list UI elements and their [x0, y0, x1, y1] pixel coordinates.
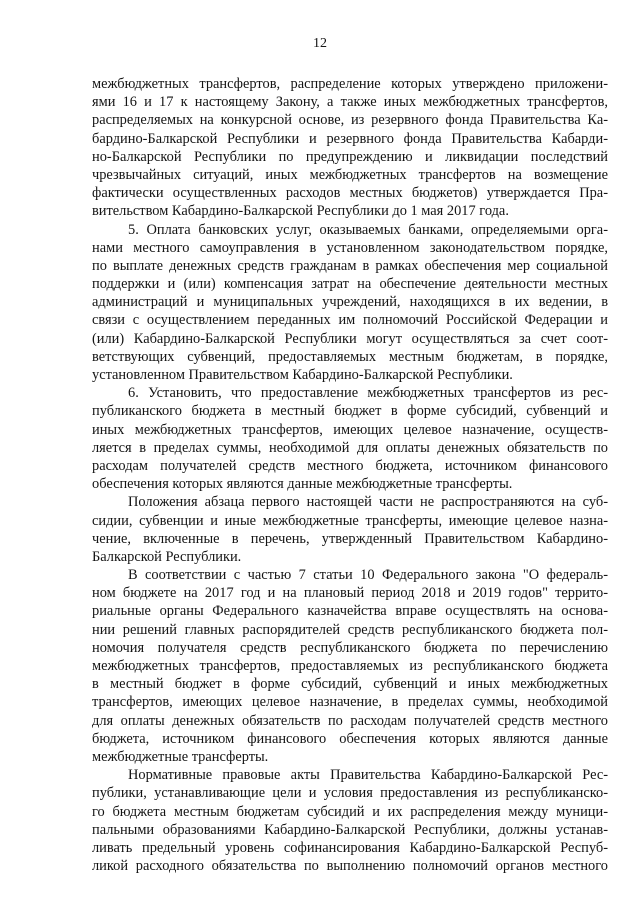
text-line: В соответствии с частью 7 статьи 10 Федерального закона "О федераль- [128, 567, 608, 584]
text-line: ями 16 и 17 к настоящему Закону, а также иных межбюджетных трансфертов, [92, 94, 608, 111]
text-line: трансфертов, имеющих целевое назначение, в пределах суммы, необходимой [92, 694, 608, 711]
text-line: го бюджета местным бюджетам субсидий и их распределения между муници- [92, 803, 608, 820]
text-line: (или) Кабардино-Балкарской Республики могут осуществляться за счет соот- [92, 330, 608, 347]
text-line: обеспечения которых являются данные межбюджетные трансферты. [92, 476, 513, 493]
text-line: Балкарской Республики. [92, 548, 242, 565]
text-line: иных межбюджетных трансфертов, имеющих целевое назначение, осуществ- [92, 421, 608, 438]
text-line: для оплаты денежных обязательств по расходам получателей средств местного [92, 712, 608, 729]
text-line: ляется в пределах суммы, необходимой для оплаты денежных обязательств по [92, 439, 608, 456]
text-line: 6. Установить, что предоставление межбюджетных трансфертов из рес- [128, 385, 608, 402]
text-line: 5. Оплата банковских услуг, оказываемых банками, определяемыми орга- [128, 221, 608, 238]
text-line: установленном Правительством Кабардино-Балкарской Республики. [92, 367, 513, 383]
text-line: риальные органы Федерального казначейства вправе осуществлять на основа- [92, 603, 608, 620]
text-line: ливать предельный уровень софинансирования Кабардино-Балкарской Респуб- [92, 839, 608, 856]
text-line: нами местного самоуправления в установленном законодательством порядке, [92, 239, 608, 256]
paragraph [92, 384, 608, 493]
text-line: ликой расходного обязательства по выполнению полномочий органов местного [92, 858, 608, 875]
page-number: 12 [313, 36, 327, 51]
text-line: поддержки и (или) компенсация затрат на обеспечение деятельности местных [92, 276, 608, 293]
text-line: Положения абзаца первого настоящей части не распространяются на суб- [128, 494, 608, 511]
text-line: вительством Кабардино-Балкарской Республики до 1 мая 2017 года. [92, 203, 509, 220]
text-line: публики, устанавливающие цели и условия предоставления из республиканско- [92, 785, 608, 802]
text-line: расходам получателей средств местного бюджета, источником финансового [92, 457, 608, 474]
paragraph [92, 566, 608, 766]
paragraph [92, 766, 608, 875]
paragraph [92, 221, 608, 385]
text-line: но-Балкарской Республики по предупреждению и ликвидации последствий [92, 148, 608, 165]
text-line: нии решений главных распорядителей средств республиканского бюджета пол- [92, 621, 608, 638]
text-line: межбюджетных трансфертов, распределение которых утверждено приложени- [92, 76, 608, 92]
text-line: публиканского бюджета в местный бюджет в форме субсидий, субвенций и [92, 403, 608, 420]
text-line: Нормативные правовые акты Правительства Кабардино-Балкарской Рес- [128, 767, 608, 784]
text-line: бюджета, источником финансового обеспечения которых являются данные [92, 730, 608, 747]
text-line: ветствующих субвенций, предоставляемых местным бюджетам, в порядке, [92, 348, 608, 365]
text-line: по выплате денежных средств гражданам в рамках обеспечения мер социальной [92, 257, 608, 274]
text-line: чрезвычайных ситуаций, иных межбюджетных трансфертов на возмещение [92, 166, 608, 183]
text-line: межбюджетных трансфертов, предоставляемых из республиканского бюджета [92, 658, 608, 674]
text-line: межбюджетные трансферты. [92, 748, 269, 765]
text-line: чение, включенные в перечень, утвержденный Правительством Кабардино- [92, 530, 608, 547]
text-line: ном бюджете на 2017 год и на плановый период 2018 и 2019 годов" террито- [92, 585, 608, 602]
document-body [92, 75, 608, 875]
text-line: пальными образованиями Кабардино-Балкарской Республики, должны устанав- [92, 821, 608, 838]
text-line: в местный бюджет в форме субсидий, субвенций и иных межбюджетных [92, 676, 608, 693]
text-line: связи с осуществлением переданных им полномочий Российской Федерации и [92, 312, 608, 329]
text-line: распределяемых на конкурсной основе, из резервного фонда Правительства Ка- [92, 112, 608, 129]
text-line: сидии, субвенции и иные межбюджетные трансферты, имеющие целевое назна- [92, 512, 608, 529]
text-line: фактически осуществленных расходов местных бюджетов) утверждается Пра- [92, 185, 608, 202]
paragraph [92, 75, 608, 221]
text-line: номочия получателя средств республиканского бюджета по перечислению [92, 639, 608, 656]
text-line: бардино-Балкарской Республики и резервного фонда Правительства Кабарди- [92, 130, 608, 147]
paragraph [92, 493, 608, 566]
text-line: администраций и муниципальных учреждений, находящихся в их ведении, в [92, 294, 608, 311]
